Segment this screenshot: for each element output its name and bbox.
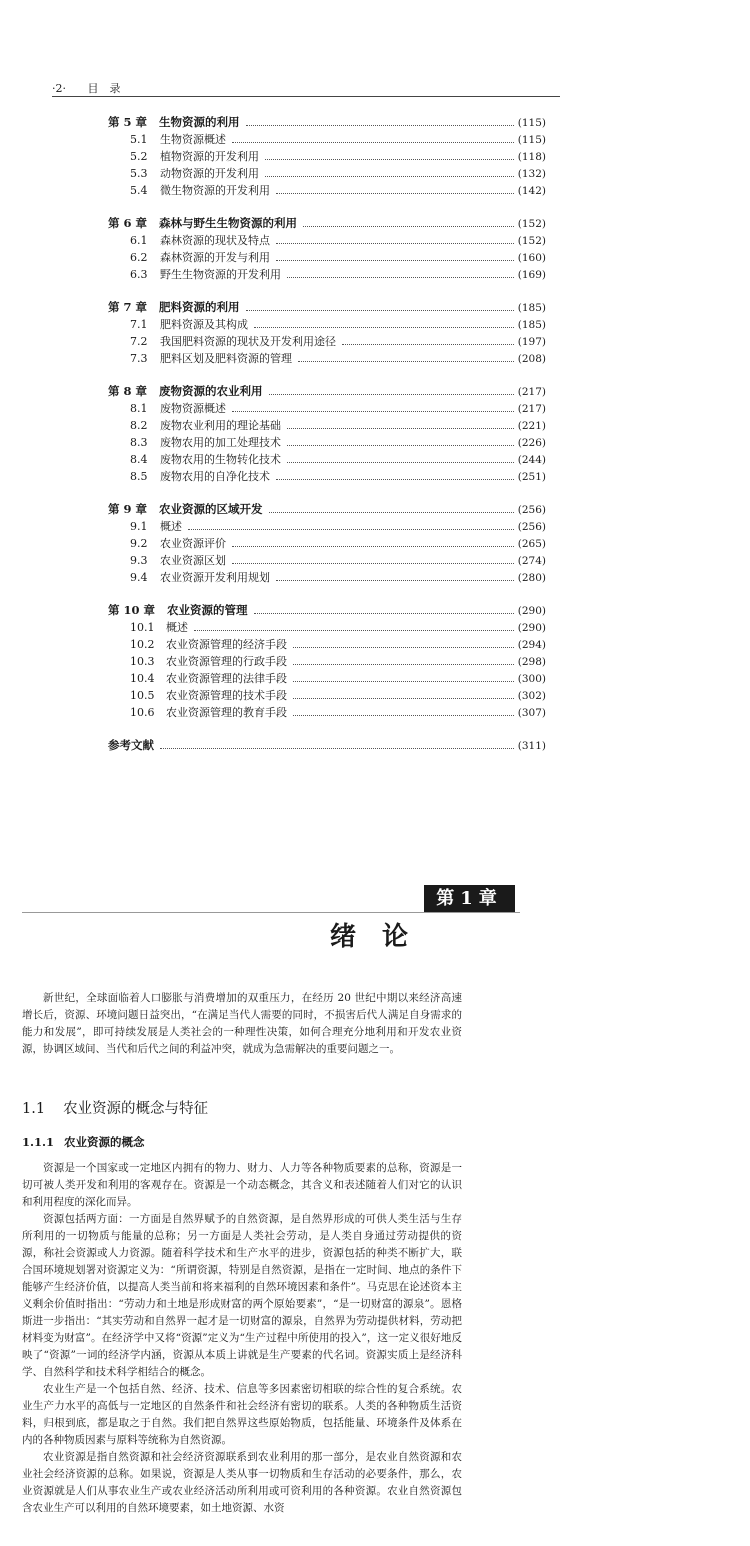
toc-chapter-title: 生物资源的利用 <box>159 115 240 129</box>
toc-section-title: 废物农用的自净化技术 <box>160 470 270 483</box>
chapter-divider <box>22 912 520 913</box>
toc-section-title: 农业资源开发利用规划 <box>160 571 270 584</box>
toc-section <box>108 518 546 535</box>
toc-section-page: (274) <box>517 555 546 567</box>
toc-section <box>108 468 546 485</box>
toc-section-title: 废物农业利用的理论基础 <box>160 419 281 432</box>
toc-section <box>108 434 546 451</box>
toc-section-number: 5.3 <box>130 167 148 180</box>
toc-section-page: (115) <box>517 134 546 146</box>
toc-section-page: (256) <box>517 521 546 533</box>
section-title: 农业资源的概念与特征 <box>63 1101 209 1117</box>
dot-leader <box>246 125 514 126</box>
toc-section <box>108 569 546 586</box>
toc-section-title: 农业资源管理的行政手段 <box>166 655 287 668</box>
toc-chapter-page: (290) <box>517 605 546 617</box>
dot-leader <box>342 344 514 345</box>
dot-leader <box>293 681 514 682</box>
toc-chapter-block <box>108 114 546 199</box>
toc-section-title: 废物农用的生物转化技术 <box>160 453 281 466</box>
toc-chapter-block <box>108 299 546 367</box>
toc-section-page: (217) <box>517 403 546 415</box>
toc-section-number: 8.1 <box>130 402 148 415</box>
subsection-title: 农业资源的概念 <box>64 1135 145 1149</box>
toc-section-page: (294) <box>517 639 546 651</box>
toc-section <box>108 131 546 148</box>
toc-section <box>108 704 546 721</box>
toc-section-title: 动物资源的开发利用 <box>160 167 259 180</box>
toc-chapter <box>108 114 546 131</box>
dot-leader <box>293 698 514 699</box>
subsection-number: 1.1.1 <box>22 1135 55 1149</box>
toc-section <box>108 182 546 199</box>
toc-section-page: (169) <box>517 269 546 281</box>
toc-section-number: 5.2 <box>130 150 148 163</box>
toc-section-title: 我国肥料资源的现状及开发利用途径 <box>160 335 336 348</box>
section-number: 1.1 <box>22 1101 46 1117</box>
subsection-heading <box>22 1134 145 1150</box>
section-heading <box>22 1097 208 1118</box>
toc-section <box>108 636 546 653</box>
toc-chapter <box>108 602 546 619</box>
toc-chapter-number: 第 10 章 <box>108 603 156 617</box>
toc-section-title: 肥料资源及其构成 <box>160 318 248 331</box>
toc-chapter-title: 农业资源的区域开发 <box>159 502 263 516</box>
dot-leader <box>293 647 514 648</box>
toc-section-title: 野生生物资源的开发利用 <box>160 268 281 281</box>
toc-section <box>108 316 546 333</box>
toc-chapter-title: 废物资源的农业利用 <box>159 384 263 398</box>
toc-section-number: 6.3 <box>130 268 148 281</box>
toc-section-page: (185) <box>517 319 546 331</box>
toc-section-page: (265) <box>517 538 546 550</box>
toc-section-number: 7.3 <box>130 352 148 365</box>
toc-section-page: (152) <box>517 235 546 247</box>
toc-chapter-page: (185) <box>517 302 546 314</box>
toc-section <box>108 249 546 266</box>
toc-chapter <box>108 299 546 316</box>
toc-chapter-number: 第 8 章 <box>108 384 148 398</box>
toc-section-title: 废物资源概述 <box>160 402 226 415</box>
toc-section-number: 6.1 <box>130 234 148 247</box>
toc-section-number: 6.2 <box>130 251 148 264</box>
body-paragraph: 农业资源是指自然资源和社会经济资源联系到农业利用的那一部分，是农业自然资源和农业社会经济资源的总称。如果说，资源是人类从事一切物质和生存活动的必要条件，那么，农业资源就是人们从事农业生产或农业经济活动所利用或可资利用的各种资源。农业自然资源包含农业生产可以利用的自然环境要素，如土地资源、水资 <box>22 1451 462 1514</box>
toc-section-number: 5.4 <box>130 184 148 197</box>
toc-section-number: 8.2 <box>130 419 148 432</box>
dot-leader <box>232 546 514 547</box>
dot-leader <box>194 630 514 631</box>
toc-section-page: (280) <box>517 572 546 584</box>
toc-section-page: (307) <box>517 707 546 719</box>
toc-chapter-title: 肥料资源的利用 <box>159 300 240 314</box>
chapter-title: 绪论 <box>330 922 435 952</box>
body-paragraph: 资源包括两方面：一方面是自然界赋予的自然资源，是自然界形成的可供人类生活与生存所利用的一切物质与能量的总称；另一方面是人类社会劳动，是人类自身通过劳动提供的资源，称社会资源或人力资源。随着科学技术和生产水平的进步，资源包括的种类不断扩大，联合国环境规划署对资源定义为：“所谓资源，特别是自然资源，是指在一定时间、地点的条件下能够产生经济价值，以提高人类当前和将来福利的自然环境因素和条件”。马克思在论述资本主义剩余价值时指出：“劳动力和土地是形成财富的两个原始要素”，“是一切财富的源泉”。恩格斯进一步指出：“其实劳动和自然界一起才是一切财富的源泉，自然界为劳动提供材料，劳动把材料变为财富”。在经济学中又将“资源”定义为“生产过程中所使用的投入”，这一定义很好地反映了“资源”一词的经济学内涵，资源从本质上讲就是生产要素的代名词。资源实质上是经济科学、自然科学和技术科学相结合的概念。 <box>22 1213 462 1378</box>
toc-section <box>108 350 546 367</box>
toc-section-page: (118) <box>517 151 546 163</box>
dot-leader <box>287 428 514 429</box>
toc-section-title: 肥料区划及肥料资源的管理 <box>160 352 292 365</box>
toc-section-title: 农业资源管理的法律手段 <box>166 672 287 685</box>
toc-section-number: 7.2 <box>130 335 148 348</box>
dot-leader <box>276 479 514 480</box>
toc-section <box>108 619 546 636</box>
toc-chapter-block <box>108 383 546 485</box>
toc-section <box>108 165 546 182</box>
dot-leader <box>232 142 514 143</box>
body-text <box>22 1160 462 1517</box>
toc-section <box>108 670 546 687</box>
toc-section-title: 农业资源评价 <box>160 537 226 550</box>
dot-leader <box>287 277 514 278</box>
toc-section-number: 7.1 <box>130 318 148 331</box>
toc-section <box>108 266 546 283</box>
toc-section-page: (197) <box>517 336 546 348</box>
dot-leader <box>287 445 514 446</box>
toc-chapter-title: 森林与野生生物资源的利用 <box>159 216 298 230</box>
toc-section-number: 9.2 <box>130 537 148 550</box>
dot-leader <box>188 529 514 530</box>
dot-leader <box>303 226 514 227</box>
toc-section-page: (302) <box>517 690 546 702</box>
toc-section-page: (298) <box>517 656 546 668</box>
dot-leader <box>160 748 514 749</box>
toc-references <box>108 737 546 754</box>
toc-section-page: (290) <box>517 622 546 634</box>
toc-chapter-page: (115) <box>517 117 546 129</box>
toc-section <box>108 148 546 165</box>
toc-chapter-page: (152) <box>517 218 546 230</box>
toc-section-number: 9.4 <box>130 571 148 584</box>
dot-leader <box>254 613 514 614</box>
toc-chapter-title: 农业资源的管理 <box>167 603 248 617</box>
toc-section-page: (221) <box>517 420 546 432</box>
toc-section <box>108 333 546 350</box>
dot-leader <box>269 394 514 395</box>
body-paragraph: 农业生产是一个包括自然、经济、技术、信息等多因素密切相联的综合性的复合系统。农业生产力水平的高低与一定地区的自然条件和社会经济有密切的联系。人类的各种物质生活资料，归根到底，都是取之于自然。我们把自然界这些原始物质，包括能量、环境条件及体系在内的各种物质因素与原料等统称为自然资源。 <box>22 1383 462 1446</box>
dot-leader <box>293 715 514 716</box>
toc-section <box>108 535 546 552</box>
toc-section-number: 10.4 <box>130 672 155 685</box>
dot-leader <box>276 193 514 194</box>
toc-references-page: (311) <box>517 740 546 752</box>
toc-chapter-block <box>108 501 546 586</box>
chapter-badge: 第1章 <box>424 885 515 913</box>
dot-leader <box>232 411 514 412</box>
toc-section-title: 植物资源的开发利用 <box>160 150 259 163</box>
dot-leader <box>287 462 514 463</box>
toc-section-number: 10.5 <box>130 689 155 702</box>
toc-chapter <box>108 215 546 232</box>
toc-section-number: 9.1 <box>130 520 148 533</box>
dot-leader <box>276 580 514 581</box>
dot-leader <box>293 664 514 665</box>
toc-chapter-page: (256) <box>517 504 546 516</box>
toc-chapter-number: 第 7 章 <box>108 300 148 314</box>
toc-section-title: 森林资源的开发与利用 <box>160 251 270 264</box>
toc-section <box>108 552 546 569</box>
toc-section-title: 农业资源管理的教育手段 <box>166 706 287 719</box>
toc-references-title: 参考文献 <box>108 738 154 752</box>
toc-section <box>108 400 546 417</box>
toc-chapter-page: (217) <box>517 386 546 398</box>
intro-paragraph: 新世纪，全球面临着人口膨胀与消费增加的双重压力，在经历 20 世纪中期以来经济高速增长后，资源、环境问题日益突出，“在满足当代人需要的同时，不损害后代人满足自身需求的能力和发展”，即可持续发展是人类社会的一种理性决策，如何合理充分地利用和开发农业资源，协调区域间、当代和后代之间的利益冲突，就成为急需解决的重要问题之一。 <box>22 992 462 1055</box>
body-paragraph: 资源是一个国家或一定地区内拥有的物力、财力、人力等各种物质要素的总称，资源是一切可被人类开发和利用的客观存在。资源是一个动态概念，其含义和表述随着人们对它的认识和利用程度的深化而异。 <box>22 1162 462 1208</box>
toc-section-title: 生物资源概述 <box>160 133 226 146</box>
toc-section-number: 10.2 <box>130 638 155 651</box>
toc-chapter-block <box>108 215 546 283</box>
page-number: ·2· <box>52 82 66 95</box>
toc-chapter-block <box>108 602 546 721</box>
toc-header-title: 目 录 <box>87 82 121 95</box>
toc-section-number: 10.3 <box>130 655 155 668</box>
toc-section-page: (132) <box>517 168 546 180</box>
toc-section-title: 微生物资源的开发利用 <box>160 184 270 197</box>
toc-section <box>108 451 546 468</box>
dot-leader <box>246 310 514 311</box>
dot-leader <box>276 243 514 244</box>
dot-leader <box>298 361 514 362</box>
toc-section-title: 农业资源区划 <box>160 554 226 567</box>
intro-paragraph-block <box>22 990 462 1058</box>
toc-section <box>108 232 546 249</box>
dot-leader <box>269 512 514 513</box>
toc-section-number: 8.4 <box>130 453 148 466</box>
toc-section-title: 概述 <box>160 520 182 533</box>
toc-section-page: (251) <box>517 471 546 483</box>
toc-section-title: 废物农用的加工处理技术 <box>160 436 281 449</box>
toc-section-page: (300) <box>517 673 546 685</box>
toc-section-number: 10.6 <box>130 706 155 719</box>
toc-section-number: 8.5 <box>130 470 148 483</box>
toc-section-number: 9.3 <box>130 554 148 567</box>
toc-chapter-number: 第 5 章 <box>108 115 148 129</box>
toc-section-number: 10.1 <box>130 621 155 634</box>
toc-chapter <box>108 501 546 518</box>
dot-leader <box>254 327 514 328</box>
toc-running-header <box>52 82 560 97</box>
toc-section-title: 森林资源的现状及特点 <box>160 234 270 247</box>
dot-leader <box>232 563 514 564</box>
toc-section-page: (208) <box>517 353 546 365</box>
toc-section-title: 概述 <box>166 621 188 634</box>
toc-chapter-number: 第 6 章 <box>108 216 148 230</box>
toc-chapter-number: 第 9 章 <box>108 502 148 516</box>
toc-section-title: 农业资源管理的技术手段 <box>166 689 287 702</box>
toc-section-title: 农业资源管理的经济手段 <box>166 638 287 651</box>
table-of-contents <box>108 114 546 754</box>
toc-section-number: 5.1 <box>130 133 148 146</box>
toc-section <box>108 687 546 704</box>
dot-leader <box>276 260 514 261</box>
toc-section-page: (226) <box>517 437 546 449</box>
toc-section-page: (160) <box>517 252 546 264</box>
dot-leader <box>265 159 514 160</box>
toc-section-page: (142) <box>517 185 546 197</box>
toc-section <box>108 653 546 670</box>
toc-section <box>108 417 546 434</box>
dot-leader <box>265 176 514 177</box>
toc-chapter <box>108 383 546 400</box>
toc-section-page: (244) <box>517 454 546 466</box>
toc-section-number: 8.3 <box>130 436 148 449</box>
